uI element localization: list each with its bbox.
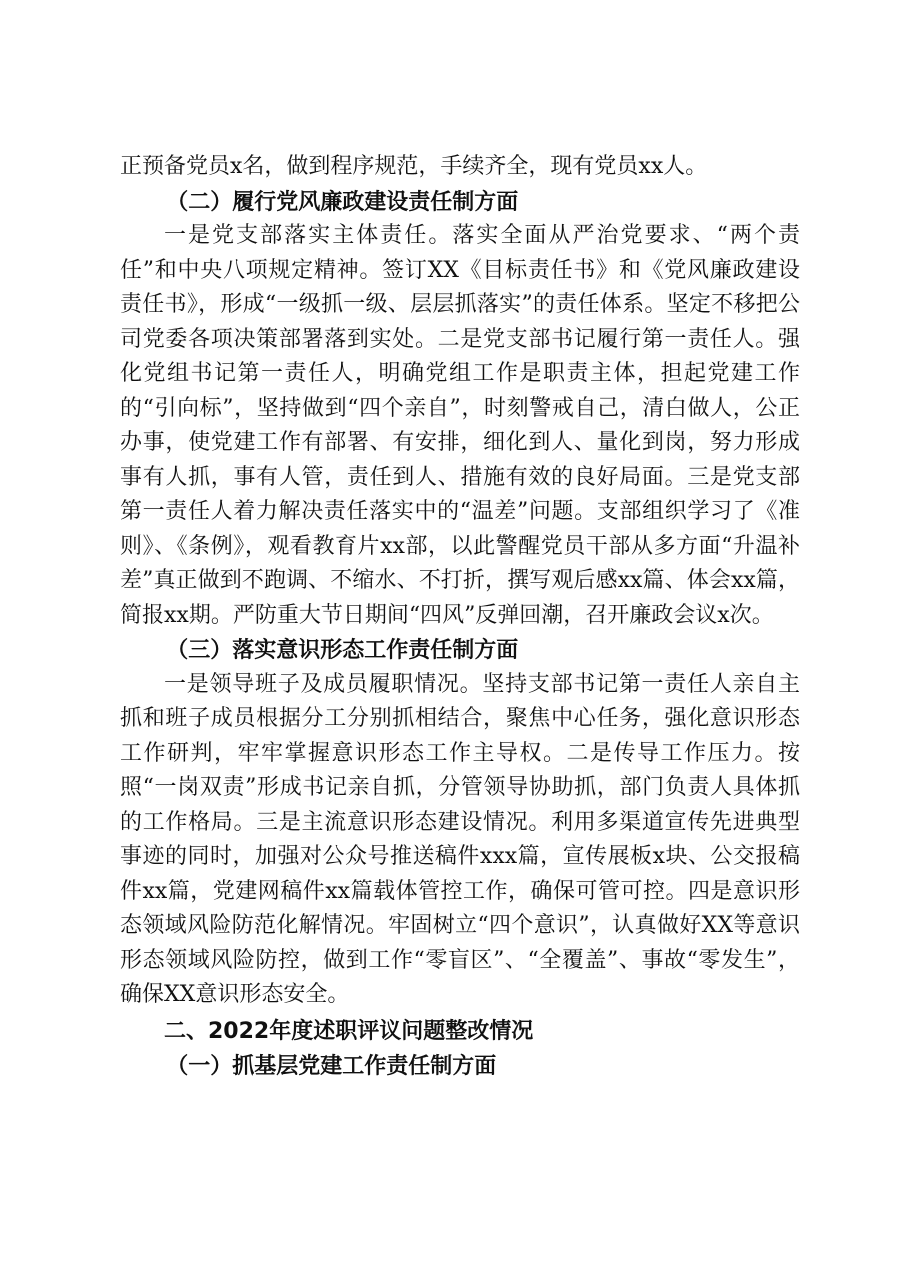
part-heading-rectification: 二、2022年度述职评议问题整改情况 <box>164 1018 534 1044</box>
section-title-grassroots: （一）抓基层党建工作责任制方面 <box>166 1053 497 1079</box>
document-body <box>120 150 800 1084</box>
section-body-party-conduct: 一是党支部落实主体责任。落实全面从严治党要求、“两个责任”和中央八项规定精神。签订XX《目标责任书》和《党风廉政建设责任书》，形成“一级抓一级、层层抓落实”的责任体系。坚定不移把公司党委各项决策部署落到实处。二是党支部书记履行第一责任人。强化党组书记第一责任人，明确党组工作是职责主体，担起党建工作的“引向标”，坚持做到“四个亲自”，时刻警戒自己，清白做人，公正办事，使党建工作有部署、有安排，细化到人、量化到岗，努力形成事有人抓，事有人管，责任到人、措施有效的良好局面。三是党支部第一责任人着力解决责任落实中的“温差”问题。支部组织学习了《准则》、《条例》，观看教育片xx部，以此警醒党员干部从多方面“升温补差”真正做到不跑调、不缩水、不打折，撰写观后感xx篇、体会xx篇，简报xx期。严防重大节日期间“四风”反弹回潮，召开廉政会议x次。 <box>120 223 800 628</box>
section-title-party-conduct: （二）履行党风廉政建设责任制方面 <box>166 188 519 215</box>
section-body-ideology: 一是领导班子及成员履职情况。坚持支部书记第一责任人亲自主抓和班子成员根据分工分别抓相结合，聚焦中心任务，强化意识形态工作研判，牢牢掌握意识形态工作主导权。二是传导工作压力。按照“一岗双责”形成书记亲自抓，分管领导协助抓，部门负责人具体抓的工作格局。三是主流意识形态建设情况。利用多渠道宣传先进典型事迹的同时，加强对公众号推送稿件xxx篇，宣传展板x块、公交报稿件xx篇，党建网稿件xx篇载体管控工作，确保可管可控。四是意识形态领域风险防范化解情况。牢固树立“四个意识”，认真做好XX等意识形态领域风险防控，做到工作“零盲区”、“全覆盖”、事故“零发生”，确保XX意识形态安全。 <box>120 671 800 1007</box>
section-title-ideology: （三）落实意识形态工作责任制方面 <box>166 637 519 663</box>
continuation-paragraph: 正预备党员x名，做到程序规范，手续齐全，现有党员xx人。 <box>120 154 708 179</box>
